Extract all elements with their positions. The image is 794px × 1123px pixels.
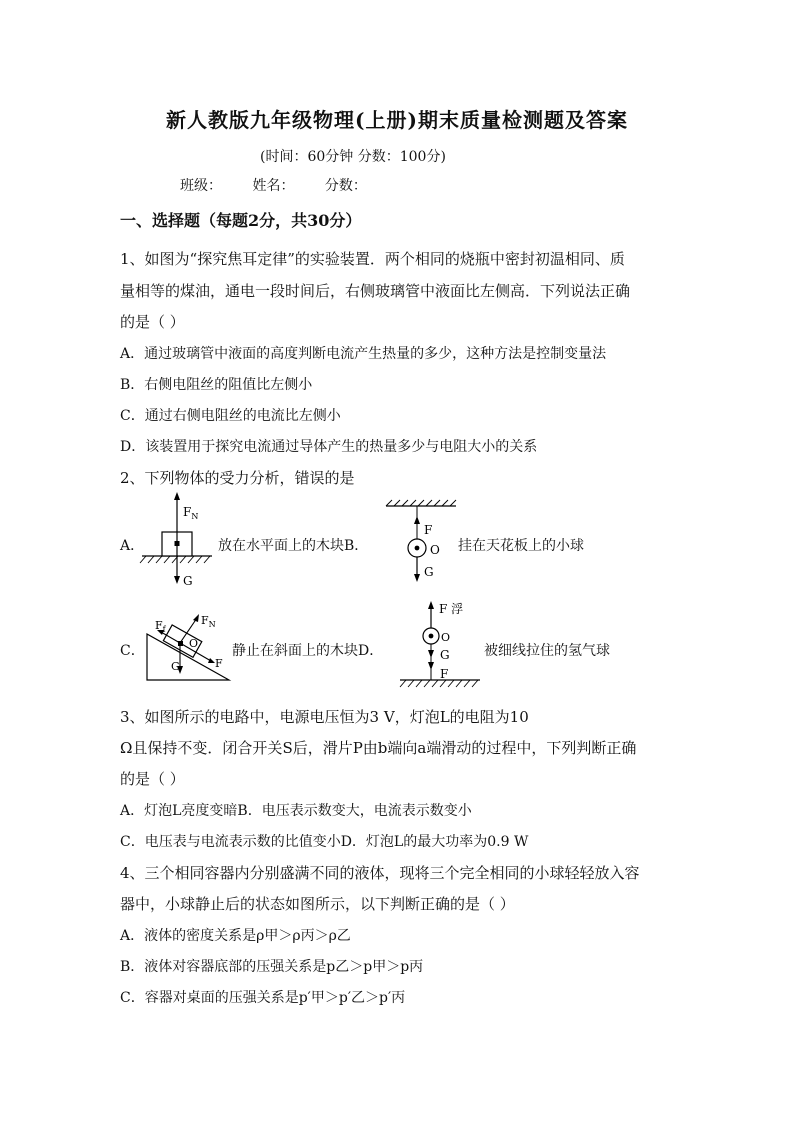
- label-o: O: [189, 637, 199, 650]
- q4-stem-line2: 器中，小球静止后的状态如图所示，以下判断正确的是（ ）: [120, 895, 515, 913]
- q3-stem-line2: Ω且保持不变．闭合开关S后，滑片P由b端向a端滑动的过程中，下列判断正确: [120, 739, 637, 757]
- q2-caption-c: 静止在斜面上的木块D．: [232, 643, 384, 659]
- figure-d-hydrogen-balloon: [398, 598, 488, 690]
- score-field: 分数：: [324, 178, 367, 194]
- q1-stem-line1: 1、如图为“探究焦耳定律”的实验装置．两个相同的烧瓶中密封初温相同、质: [120, 250, 625, 268]
- q3-stem-line3: 的是（ ）: [120, 770, 185, 788]
- label-f-float: F 浮: [439, 602, 464, 616]
- q1-option-c: C．通过右侧电阻丝的电流比左侧小: [120, 408, 341, 424]
- label-o: O: [441, 631, 451, 644]
- q1-option-a: A．通过玻璃管中液面的高度判断电流产生热量的多少，这种方法是控制变量法: [120, 346, 607, 362]
- label-g: G: [424, 565, 434, 579]
- q4-stem-line1: 4、三个相同容器内分别盛满不同的液体，现将三个完全相同的小球轻轻放入容: [120, 864, 640, 882]
- q2-caption-b: 挂在天花板上的小球: [458, 538, 584, 554]
- q3-options-cd: C．电压表与电流表示数的比值变小D．灯泡L的最大功率为0.9 W: [120, 834, 529, 850]
- q4-option-a: A．液体的密度关系是ρ甲＞ρ丙＞ρ乙: [120, 928, 351, 944]
- q1-option-d: D．该装置用于探究电流通过导体产生的热量多少与电阻大小的关系: [120, 439, 538, 455]
- class-field: 班级：: [180, 178, 222, 194]
- label-f: F: [215, 657, 223, 670]
- label-o: O: [430, 543, 440, 557]
- figure-a-block-on-floor: [140, 490, 220, 590]
- label-ff: $F_f$: [155, 619, 166, 634]
- q2-label-a: A．: [120, 538, 145, 554]
- label-g: G: [171, 660, 180, 673]
- name-field: 姓名：: [252, 178, 295, 194]
- label-fn: $F_N$: [183, 505, 199, 521]
- q1-stem-line3: 的是（ ）: [120, 313, 185, 331]
- q1-stem-line2: 量相等的煤油，通电一段时间后，右侧玻璃管中液面比左侧高．下列说法正确: [120, 282, 631, 300]
- q3-options-ab: A．灯泡L亮度变暗B．电压表示数变大，电流表示数变小: [120, 803, 472, 819]
- q4-option-c: C．容器对桌面的压强关系是p′甲＞p′乙＞p′丙: [120, 990, 406, 1006]
- figure-b-hanging-ball: [384, 500, 464, 590]
- q2-caption-a: 放在水平面上的木块B．: [218, 538, 369, 554]
- q2-label-c: C．: [120, 643, 145, 659]
- section-heading: 一、选择题（每题2分，共30分）: [120, 211, 362, 230]
- q2-caption-d: 被细线拉住的氢气球: [484, 643, 610, 659]
- label-f: F: [440, 667, 449, 681]
- figure-c-block-on-incline: [145, 612, 235, 687]
- q2-stem: 2、下列物体的受力分析，错误的是: [120, 469, 355, 487]
- label-fn: $F_N$: [201, 614, 216, 629]
- label-f: F: [424, 523, 433, 537]
- q4-option-b: B．液体对容器底部的压强关系是p乙＞p甲＞p丙: [120, 959, 424, 975]
- page-title: 新人教版九年级物理(上册)期末质量检测题及答案: [166, 108, 628, 132]
- q1-option-b: B．右侧电阻丝的阻值比左侧小: [120, 377, 313, 393]
- q3-stem-line1: 3、如图所示的电路中，电源电压恒为3 V，灯泡L的电阻为10: [120, 708, 529, 726]
- label-g: G: [183, 574, 193, 588]
- exam-info: (时间：60分钟 分数：100分): [260, 149, 446, 165]
- student-info-line: [180, 175, 393, 195]
- label-g: G: [440, 648, 450, 662]
